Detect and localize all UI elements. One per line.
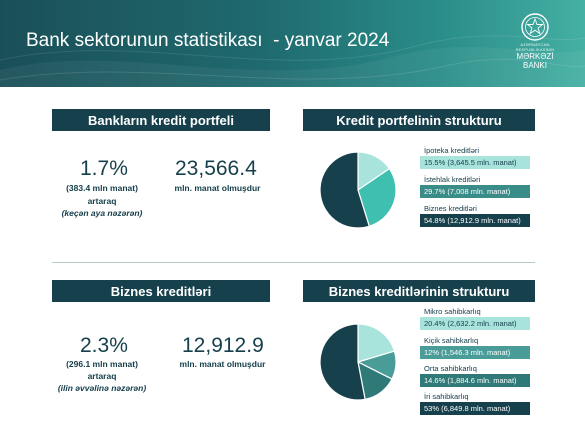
logo-text-line-3: MƏRKƏZİ [516, 52, 554, 61]
legend2-title-medium: Orta sahibkarlıq [424, 364, 477, 373]
legend2-title-small: Kiçik sahibkarlıq [424, 336, 479, 345]
section1-right-title: Kredit portfelinin strukturu [303, 109, 535, 131]
legend2-value-medium: 14.6% (1,884.6 mln. manat) [420, 374, 530, 387]
header-banner [0, 0, 585, 87]
legend1-title-consumer: İstehlak kreditləri [424, 175, 481, 184]
legend2-value-small: 12% (1,546.3 mln. manat) [420, 346, 530, 359]
logo-text-line-2: RESPUBLİKASININ [515, 47, 555, 52]
legend1-title-mortgage: İpoteka kreditləri [424, 146, 480, 155]
central-bank-logo [510, 12, 560, 84]
section2-growth-word: artaraq [87, 371, 117, 381]
logo-text-line-1: AZƏRBAYCAN [520, 42, 550, 47]
legend1-value-consumer: 29.7% (7,008 mln. manat) [420, 185, 530, 198]
legend2-title-micro: Mikro sahibkarlıq [424, 307, 481, 316]
pie-chart-business-structure [318, 322, 398, 402]
section1-growth-abs: (383.4 mln manat) [66, 183, 138, 193]
logo-text-line-4: BANKI [522, 61, 547, 70]
legend1-value-mortgage: 15.5% (3,645.5 mln. manat) [420, 156, 530, 169]
legend1-title-business: Biznes kreditləri [424, 204, 477, 213]
pie-chart-credit-structure [318, 150, 398, 230]
emblem-icon [520, 12, 550, 42]
section2-left-title: Biznes kreditləri [52, 280, 270, 302]
legend2-title-large: İri sahibkarlıq [424, 392, 469, 401]
page-title: Bank sektorunun statistikası - yanvar 2024 [26, 30, 390, 51]
legend2-value-micro: 20.4% (2,632.2 mln. manat) [420, 317, 530, 330]
business-pie-slice-3 [320, 324, 365, 400]
section1-growth-note: (keçən aya nəzərən) [61, 208, 143, 218]
section2-growth-abs: (296.1 mln manat) [66, 359, 138, 369]
section2-right-title: Biznes kreditlərinin strukturu [303, 280, 535, 302]
section1-total-unit: mln. manat olmuşdur [174, 183, 261, 193]
legend1-value-business: 54.8% (12,912.9 mln. manat) [420, 214, 530, 227]
section2-growth-pct: 2.3% [80, 334, 128, 357]
section1-total-value: 23,566.4 [175, 157, 257, 180]
section2-growth-note: (ilin əvvəlinə nəzərən) [57, 383, 147, 393]
section1-left-title: Bankların kredit portfeli [52, 109, 270, 131]
section2-total-value: 12,912.9 [182, 334, 264, 357]
legend2-value-large: 53% (6,849.8 mln. manat) [420, 402, 530, 415]
section1-growth-pct: 1.7% [80, 157, 128, 180]
section-divider [52, 262, 535, 263]
section2-total-unit: mln. manat olmuşdur [179, 359, 266, 369]
section1-growth-word: artaraq [87, 196, 117, 206]
